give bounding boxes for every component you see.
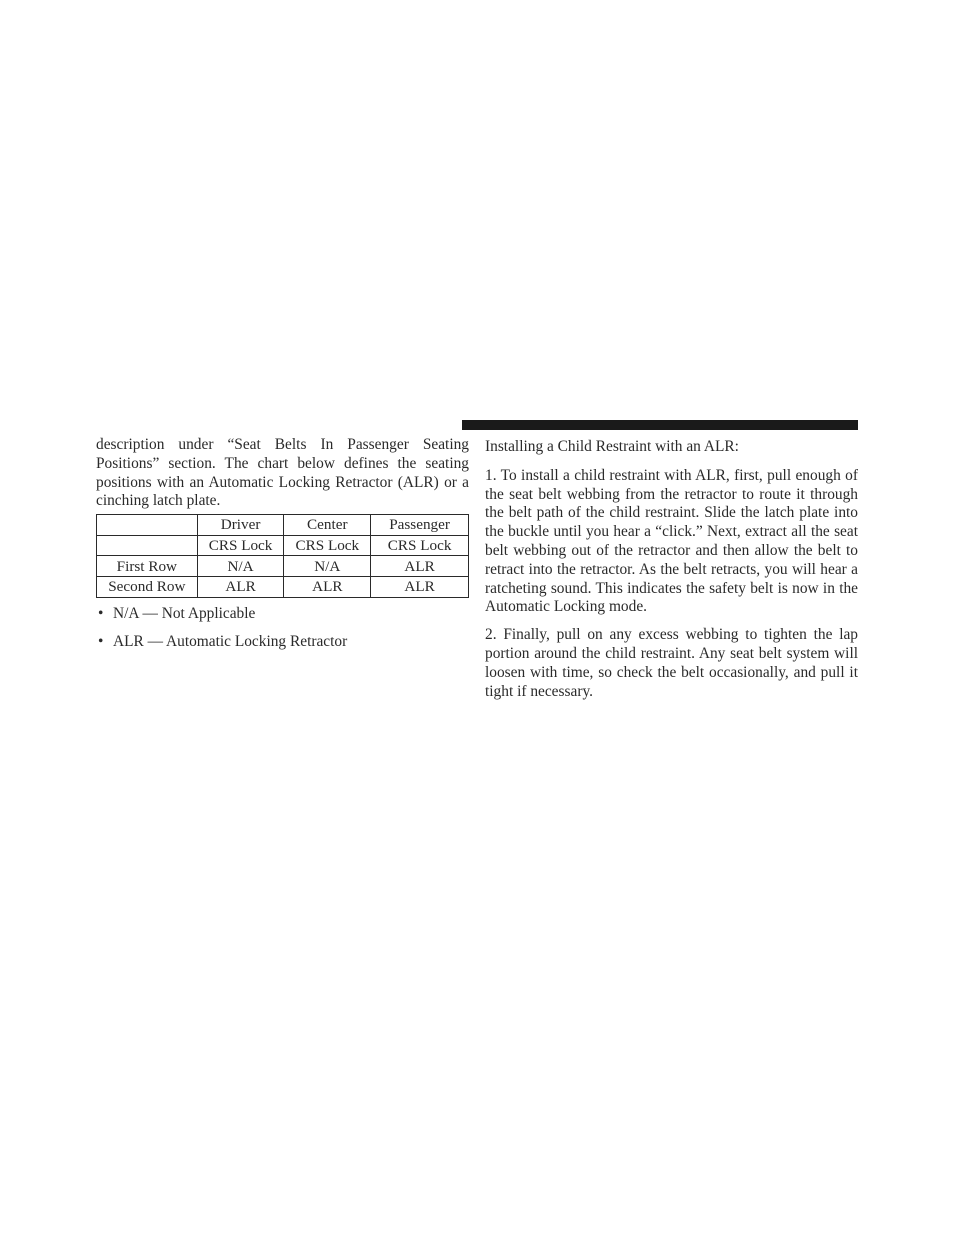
step-paragraph: 1. To install a child restraint with ALR, first, pull enough of the seat belt webbing from the retractor to route it through the belt path of the child restraint. Slide the latch plate into the buckle until you hear a “click.” Next, extract all the seat belt webbing out of the retractor and then allow the belt to retract into the retractor. As the belt retracts, you will hear a ratcheting sound. This indicates the safety belt is now in the Automatic Locking mode. <box>485 466 858 616</box>
table-header-cell: Passenger <box>371 515 469 536</box>
table-header-cell <box>97 515 198 536</box>
abbreviation-list <box>96 604 469 651</box>
table-header-cell: Center <box>284 515 371 536</box>
table-cell: ALR <box>284 576 371 597</box>
table-cell: First Row <box>97 556 198 577</box>
list-item-text: ALR — Automatic Locking Retractor <box>113 632 348 650</box>
list-item <box>96 632 469 651</box>
table-row <box>97 576 469 597</box>
table-cell: ALR <box>371 556 469 577</box>
list-item-text: N/A — Not Applicable <box>113 604 256 622</box>
left-column <box>96 436 469 660</box>
table-cell: N/A <box>197 556 284 577</box>
table-cell: CRS Lock <box>371 535 469 556</box>
intro-paragraph: description under “Seat Belts In Passenger Seating Positions” section. The chart below defines the seating positions with an Automatic Locking Retractor (ALR) or a cinching latch plate. <box>96 436 469 510</box>
table-cell: ALR <box>371 576 469 597</box>
step-paragraph: 2. Finally, pull on any excess webbing to tighten the lap portion around the child restraint. Any seat belt system will loosen with time, so check the belt occasionally, and pull it tight if necessary. <box>485 626 858 700</box>
table-cell: ALR <box>197 576 284 597</box>
table-row <box>97 556 469 577</box>
table-cell: CRS Lock <box>197 535 284 556</box>
right-column <box>485 438 858 710</box>
bullet-icon: • <box>98 604 104 622</box>
list-item <box>96 604 469 623</box>
table-cell <box>97 535 198 556</box>
table-cell: Second Row <box>97 576 198 597</box>
table-header-row <box>97 515 469 536</box>
table-cell: N/A <box>284 556 371 577</box>
bullet-icon: • <box>98 632 104 650</box>
table-cell: CRS Lock <box>284 535 371 556</box>
seating-positions-table <box>96 514 469 597</box>
table-header-cell: Driver <box>197 515 284 536</box>
table-row <box>97 535 469 556</box>
section-heading: Installing a Child Restraint with an ALR: <box>485 438 739 455</box>
section-header-bar <box>462 420 858 430</box>
